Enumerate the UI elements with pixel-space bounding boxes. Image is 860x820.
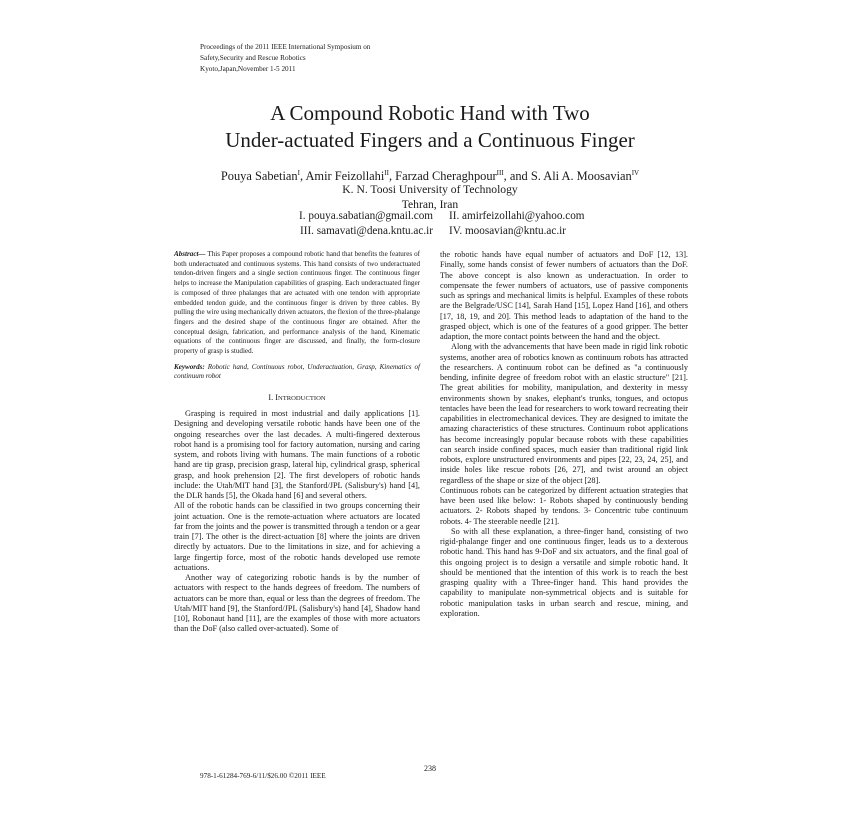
author-1-mark: I	[297, 169, 300, 177]
keywords-text: Robotic hand, Continuous robot, Underactuation, Grasp, Kinematics of continuum robot	[174, 362, 420, 381]
author-list: Pouya Sabetian$^I$, Amir Feizollahi$^{II}$, Farzad Cheraghpour$^{III}$, and S. Ali A. Moosavian$^{IV}$	[220, 169, 640, 184]
paragraph: Grasping is required in most industrial and daily applications [1]. Designing and developing versatile robotic hands have been one of the ongoing researches over the last decades. A multi-fingered dexterous robot hand is a promising tool for factory automation, nursing and caring system, and robots living with humans. The main functions of a robotic hand are tip grasp, precision grasp, lateral hip, cylindrical grasp, spherical grasp, and hook prehension [2]. The first developers of robotic hands include: the Utah/MIT hand [3], the Stanford/JPL (Salisbury's) hand [4], the DLR hands [5], the Okada hand [6] and several others.	[174, 409, 420, 501]
email-2: II. amirfeizollahi@yahoo.com	[449, 210, 585, 222]
page-number: 238	[424, 764, 436, 773]
author-4-mark: IV	[631, 169, 640, 177]
city: Tehran, Iran	[401, 198, 459, 211]
author-3: Farzad Cheraghpour	[395, 169, 497, 184]
email-3: III. samavati@dena.kntu.ac.ir	[300, 225, 433, 237]
author-4: S. Ali A. Moosavian	[530, 169, 632, 184]
section-heading-introduction	[174, 392, 420, 405]
email-1: I. pouya.sabatian@gmail.com	[299, 210, 433, 222]
right-body	[440, 250, 688, 619]
paragraph: All of the robotic hands can be classified in two groups concerning their joint actuation. One is the remote-actuation where actuators are located far from the joints and the power is transmitted through a tendon or a gear train [7]. The other is the direct-actuation [8] where the joints are driven directly by actuators. Due to the limitations in size, and for achieving a large fingertip force, most of the robotic hands developed use remote actuations.	[174, 501, 420, 572]
author-3-mark: III	[496, 169, 504, 177]
section-first-letter: I	[275, 393, 278, 403]
paragraph: Continuous robots can be categorized by different actuation strategies that have been used like below: 1- Robots shaped by continuously bending actuators. 2- Robots shaped by tendons. 3- Concentric tube continuum robots. 4- The steerable needle [21].	[440, 485, 688, 526]
author-1: Pouya Sabetian	[220, 169, 298, 184]
abstract	[174, 250, 420, 357]
left-body	[174, 409, 420, 635]
title-line-1: A Compound Robotic Hand with Two	[270, 101, 590, 125]
university: K. N. Toosi University of Technology	[342, 183, 518, 196]
paragraph: So with all these explanation, a three-finger hand, consisting of two rigid-phalange finger and one continuous finger, leads us to a dexterous robotic hand. This hand has 9-DoF and six actuators, and the final goal of this ongoing project is to design a versatile and simple robotic hand. It should be mentioned that the intention of this work is to reach the best grasping quality with a Three-finger hand. This hand provides the capability to manipulate non-symmetrical objects and is suitable for robotic manipulation tasks in urban search and rescue, mining, and exploration.	[440, 526, 688, 618]
author-2: Amir Feizollahi	[305, 169, 385, 184]
email-block	[248, 209, 648, 239]
title-line-2: Under-actuated Fingers and a Continuous Finger	[225, 128, 635, 152]
paragraph: Along with the advancements that have been made in rigid link robotic systems, another area of robotics known as continuum robots has attracted the researchers. A continuum robot can be defined as "a continuously bending, infinite degree of freedom robot with an elastic structure" [21]. The great abilities for mobility, manipulation, and dexterity in messy environments shown by snakes, elephant's trunks, tongues, and octopus tentacles have been the lead for researchers to work toward recreating their capabilities in electromechanical devices. They are designed to imitate the amazing characteristics of these structures. Continuum robot applications has become increasingly popular because robots with these capabilities can search inside confined spaces, much easier than traditional rigid link robots, explore unstructured environments and pipes [22, 23, 24, 25], and inside holes like rescue robots [26, 27], and twist around an object regardless of the shape or size of the object [28].	[440, 342, 688, 485]
keywords-label: Keywords:	[174, 362, 205, 371]
copyright-line: 978-1-61284-769-6/11/$26.00 ©2011 IEEE	[200, 772, 326, 780]
email-4: IV. moosavian@kntu.ac.ir	[449, 225, 566, 237]
abstract-text: This Paper proposes a compound robotic hand that benefits the features of both underactuated and continuous systems. This hand consists of two underactuated tendon-driven fingers and a single section continuous finger. The continuous finger helps to increase the Manipulation capabilities of grasping. Each underactuated finger is composed of three phalanges that are actuated with one tendon with appropriate embedded tendon guide, and the continuous finger is driven by three cables. By pulling the wire using mechanically driven actuators, the flexion of the three-phalange fingers and the desired shape of the continuous finger are obtained. After the conceptual design, fabrication, and performance analysis of the hand, Kinematic equations of the continuous finger are discussed, and finally, the form-closure property of grasp is studied.	[174, 250, 420, 356]
right-column	[440, 250, 688, 619]
conference-line-3: Kyoto,Japan,November 1-5 2011	[200, 65, 296, 73]
conference-line-2: Safety,Security and Rescue Robotics	[200, 54, 306, 62]
keywords	[174, 363, 420, 382]
left-column	[174, 250, 420, 635]
paragraph: the robotic hands have equal number of actuators and DoF [12, 13]. Finally, some hands consist of fewer numbers of actuators than the DoF. The above concept is also known as underactuation. In order to compensate the fewer numbers of actuators, use of passive components such as springs and mechanical limits is helpful. Examples of these robots are the Belgrade/USC [14], Sarah Hand [15], Lopez Hand [16], and others [17, 18, 19, and 20]. This method leads to adaptation of the hand to the grasped object, which is one of the features of a good gripper. The better adaption, the more contact points between the hand and the object.	[440, 250, 688, 341]
author-2-mark: II	[384, 169, 389, 177]
abstract-label: Abstract—	[174, 250, 206, 258]
paper-title	[0, 100, 860, 154]
conference-header	[200, 42, 370, 75]
conference-line-1: Proceedings of the 2011 IEEE International Symposium on	[200, 43, 371, 51]
section-rest: NTRODUCTION	[277, 395, 326, 403]
section-number: I.	[268, 393, 276, 403]
affiliation	[0, 182, 860, 212]
paragraph: Another way of categorizing robotic hands is by the number of actuators with respect to the hands degrees of freedom. The numbers of actuators can be more than, equal or less than the degrees of freedom. The Utah/MIT hand [9], the Stanford/JPL (Salisbury's) hand [4], Shadow hand [10], Robonaut hand [11], are the examples of those with more actuators than the DoF (also called over-actuated). Some of	[174, 573, 420, 634]
